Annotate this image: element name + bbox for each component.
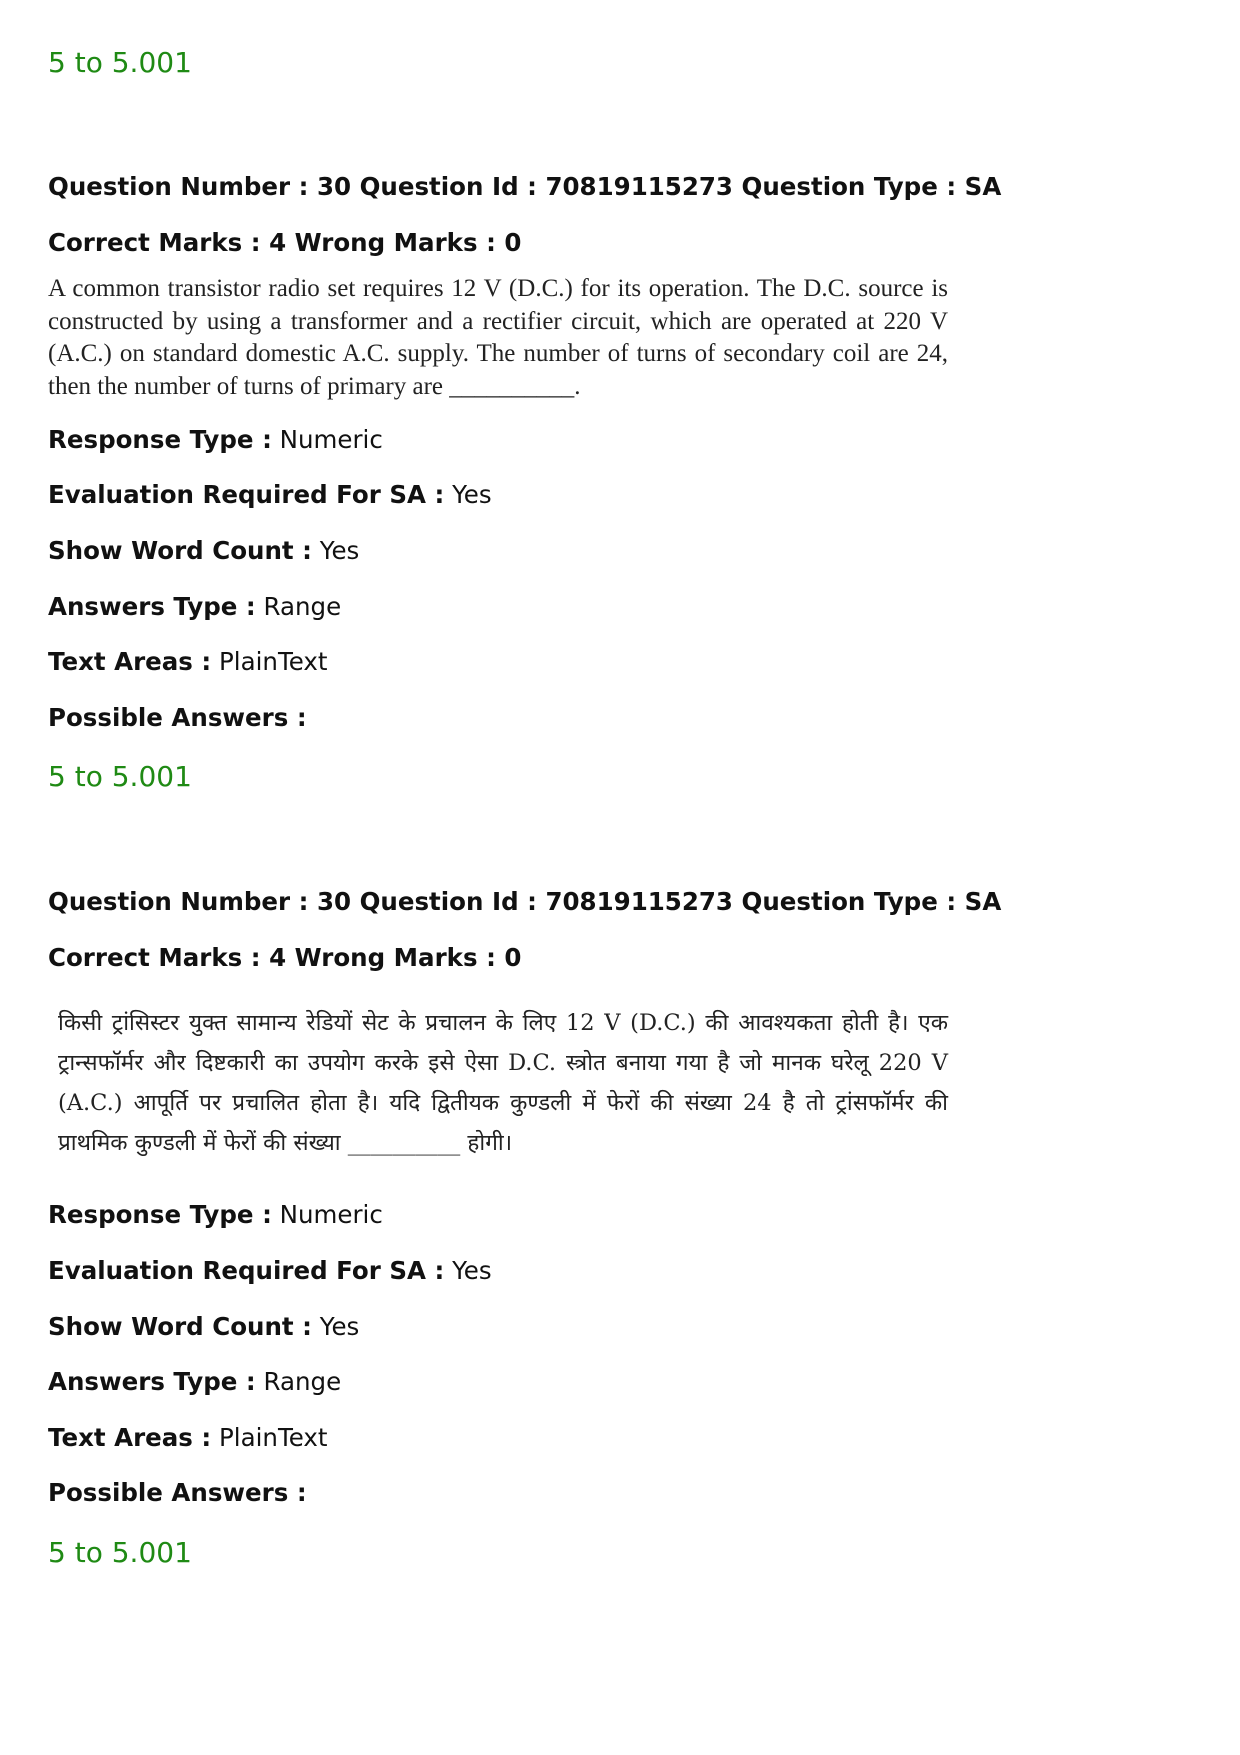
field-value: Numeric	[279, 1200, 383, 1229]
field-value: Yes	[319, 536, 360, 565]
answers-type-field	[48, 1367, 341, 1396]
field-label: Response Type :	[48, 1200, 272, 1229]
field-label: Show Word Count :	[48, 536, 312, 565]
response-type-field	[48, 425, 383, 454]
field-value: PlainText	[219, 1423, 328, 1452]
field-value: Yes	[452, 1256, 492, 1285]
marks-line: Correct Marks : 4 Wrong Marks : 0	[48, 228, 522, 257]
marks-line: Correct Marks : 4 Wrong Marks : 0	[48, 943, 522, 972]
field-value: Yes	[319, 1312, 360, 1341]
field-value: Range	[263, 1367, 342, 1396]
possible-answer-value: 5 to 5.001	[48, 760, 192, 793]
field-label: Possible Answers :	[48, 1478, 307, 1507]
field-label: Show Word Count :	[48, 1312, 312, 1341]
field-label: Text Areas :	[48, 647, 212, 676]
response-type-field	[48, 1200, 383, 1229]
field-label: Answers Type :	[48, 1367, 256, 1396]
show-word-count-field	[48, 1312, 359, 1341]
field-value: Yes	[452, 480, 492, 509]
field-label: Text Areas :	[48, 1423, 212, 1452]
possible-answers-field	[48, 1478, 307, 1507]
field-value: PlainText	[219, 647, 328, 676]
text-areas-field	[48, 1423, 328, 1452]
evaluation-required-field	[48, 1256, 492, 1285]
question-text-hindi: किसी ट्रांसिस्टर युक्त सामान्य रेडियों सेट के प्रचालन के लिए 12 V (D.C.) की आवश्यकता होती है। एक ट्रान्सफॉर्मर और दिष्टकारी का उपयोग करके इसे ऐसा D.C. स्त्रोत बनाया गया है जो मानक घरेलू 220 V (A.C.) आपूर्ति पर प्रचालित होता है। यदि द्वितीयक कुण्डली में फेरों की संख्या 24 है तो ट्रांसफॉर्मर की प्राथमिक कुण्डली में फेरों की संख्या __________ होगी।	[58, 1010, 948, 1156]
possible-answer-value: 5 to 5.001	[48, 1536, 192, 1569]
question-header: Question Number : 30 Question Id : 70819115273 Question Type : SA	[48, 172, 1002, 201]
show-word-count-field	[48, 536, 359, 565]
field-label: Possible Answers :	[48, 703, 307, 732]
field-label: Answers Type :	[48, 592, 256, 621]
field-value: Numeric	[279, 425, 383, 454]
field-value: Range	[263, 592, 342, 621]
field-label: Evaluation Required For SA :	[48, 1256, 445, 1285]
possible-answer-value: 5 to 5.001	[48, 46, 192, 79]
evaluation-required-field	[48, 480, 492, 509]
question-text-english: A common transistor radio set requires 12 V (D.C.) for its operation. The D.C. source is constructed by using a transformer and a rectifier circuit, which are operated at 220 V (A.C.) on standard domestic A.C. supply. The number of turns of secondary coil are 24, then the number of turns of primary are __________.	[48, 275, 948, 400]
field-label: Response Type :	[48, 425, 272, 454]
question-header: Question Number : 30 Question Id : 70819115273 Question Type : SA	[48, 887, 1002, 916]
possible-answers-field	[48, 703, 307, 732]
answers-type-field	[48, 592, 341, 621]
text-areas-field	[48, 647, 328, 676]
field-label: Evaluation Required For SA :	[48, 480, 445, 509]
